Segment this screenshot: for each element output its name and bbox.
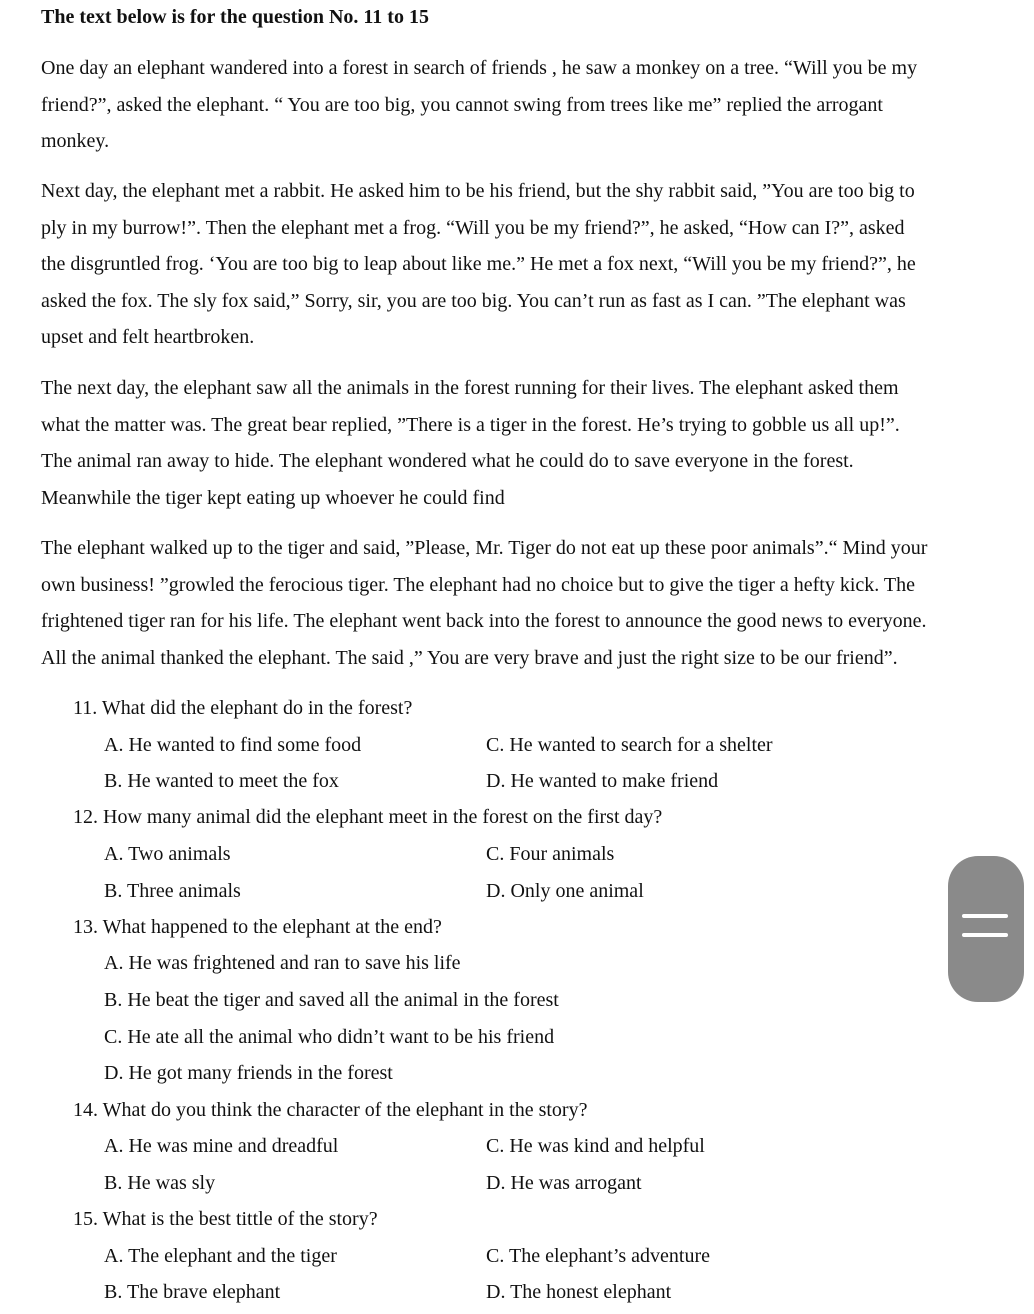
passage-line: frightened tiger ran for his life. The elephant went back into the forest to announce the good news to everyone.: [41, 610, 927, 632]
q13-option-d: D. He got many friends in the forest: [104, 1062, 393, 1084]
passage-paragraph-1: [41, 50, 1001, 160]
question-13: 13. What happened to the elephant at the end?: [73, 916, 442, 938]
question-12: 12. How many animal did the elephant meet in the forest on the first day?: [73, 806, 663, 828]
q15-option-c: C. The elephant’s adventure: [486, 1245, 711, 1267]
q15-option-d: D. The honest elephant: [486, 1281, 672, 1303]
q15-option-a: A. The elephant and the tiger: [104, 1245, 337, 1267]
q14-option-d: D. He was arrogant: [486, 1172, 642, 1194]
question-14: 14. What do you think the character of the elephant in the story?: [73, 1099, 588, 1121]
q14-option-a: A. He was mine and dreadful: [104, 1135, 339, 1157]
passage-line: asked the fox. The sly fox said,” Sorry, sir, you are too big. You can’t run as fast as I can. ”The elephant was: [41, 289, 906, 312]
drag-handle-button[interactable]: [948, 856, 1024, 1002]
q11-option-d: D. He wanted to make friend: [486, 770, 719, 792]
passage-line: the disgruntled frog. ‘You are too big to leap about like me.” He met a fox next, “Will you be my friend?”, he: [41, 253, 916, 275]
passage-line: upset and felt heartbroken.: [41, 326, 255, 348]
q14-option-c: C. He was kind and helpful: [486, 1135, 705, 1157]
q12-option-b: B. Three animals: [104, 880, 241, 902]
q15-option-b: B. The brave elephant: [104, 1281, 281, 1303]
q12-option-d: D. Only one animal: [486, 880, 644, 902]
drag-handle-icon: [948, 856, 1024, 1002]
passage-line: The next day, the elephant saw all the animals in the forest running for their lives. The elephant asked them: [41, 377, 899, 399]
passage-paragraph-4: [41, 530, 1001, 676]
passage-paragraph-2: [41, 173, 1001, 356]
q11-option-b: B. He wanted to meet the fox: [104, 770, 339, 792]
passage-line: own business! ”growled the ferocious tiger. The elephant had no choice but to give the tiger a hefty kick. The: [41, 573, 916, 596]
q14-option-b: B. He was sly: [104, 1172, 216, 1194]
question-11: 11. What did the elephant do in the forest?: [73, 697, 413, 719]
section-heading: The text below is for the question No. 11 to 15: [41, 6, 429, 28]
passage-line: ply in my burrow!”. Then the elephant met a frog. “Will you be my friend?”, he asked, “How can I?”, asked: [41, 216, 905, 239]
q13-option-a: A. He was frightened and ran to save his life: [104, 952, 461, 974]
passage-line: The elephant walked up to the tiger and said, ”Please, Mr. Tiger do not eat up these poor animals”.“ Mind your: [41, 537, 928, 559]
q11-option-c: C. He wanted to search for a shelter: [486, 734, 773, 756]
passage-line: monkey.: [41, 130, 110, 152]
passage-line: One day an elephant wandered into a forest in search of friends , he saw a monkey on a tree. “Will you be my: [41, 57, 918, 79]
passage-line: All the animal thanked the elephant. The said ,” You are very brave and just the right size to be our friend”.: [41, 646, 898, 669]
q11-option-a: A. He wanted to find some food: [104, 734, 362, 756]
passage-line: friend?”, asked the elephant. “ You are too big, you cannot swing from trees like me” replied the arrogant: [41, 93, 883, 116]
q13-option-c: C. He ate all the animal who didn’t want to be his friend: [104, 1026, 555, 1048]
passage-line: Meanwhile the tiger kept eating up whoever he could find: [41, 486, 505, 509]
passage-line: Next day, the elephant met a rabbit. He asked him to be his friend, but the shy rabbit said, ”You are too big to: [41, 180, 915, 202]
passage-line: The animal ran away to hide. The elephant wondered what he could do to save everyone in the forest.: [41, 450, 854, 472]
passage-line: what the matter was. The great bear replied, ”There is a tiger in the forest. He’s trying to gobble us all up!”.: [41, 413, 900, 436]
question-15: 15. What is the best tittle of the story?: [73, 1208, 378, 1230]
passage-paragraph-3: [41, 370, 1001, 516]
q13-option-b: B. He beat the tiger and saved all the animal in the forest: [104, 989, 559, 1011]
q12-option-c: C. Four animals: [486, 843, 615, 865]
q12-option-a: A. Two animals: [104, 843, 231, 865]
